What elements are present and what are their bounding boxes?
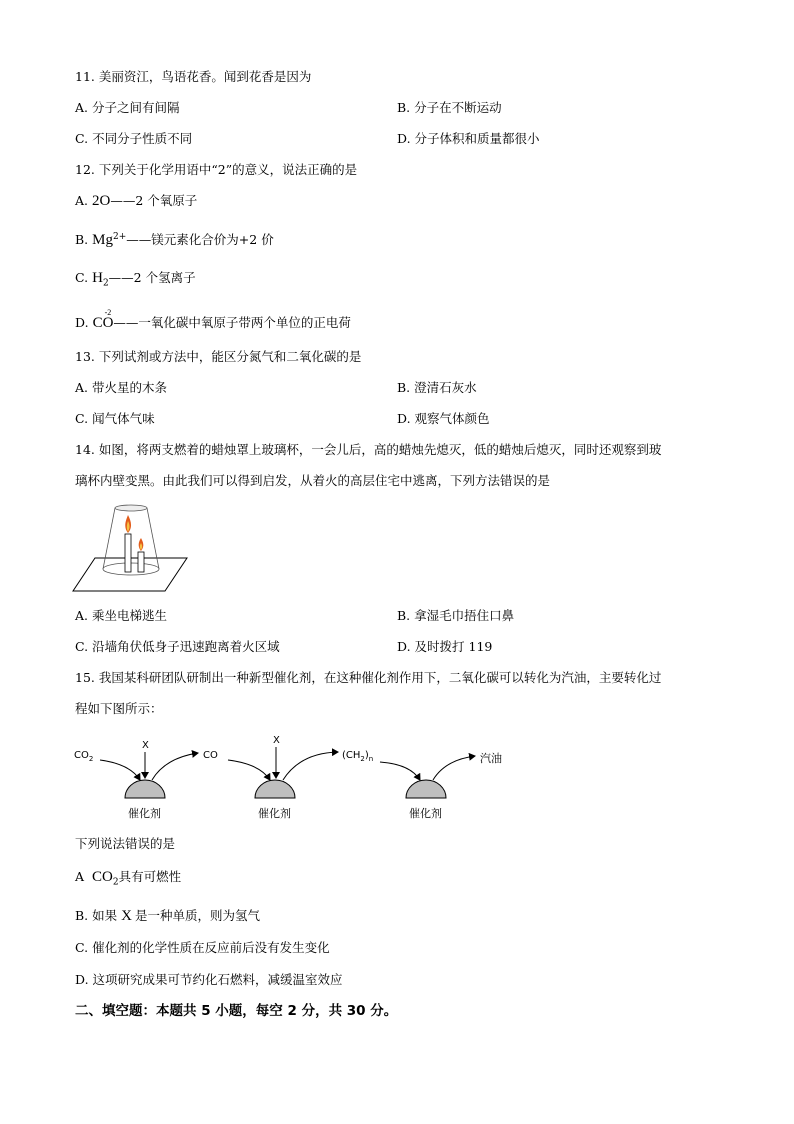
co2-label: $CO_2$ — [74, 750, 94, 763]
catalyst-label-3: 催化剂 — [409, 807, 442, 820]
catalyst-label-1: 催化剂 — [128, 807, 161, 820]
co-label: CO — [203, 750, 218, 761]
ch2n-label: $(CH_2)_n$ — [342, 750, 374, 763]
q13-option-c: C. 闻气体气味 — [75, 411, 155, 426]
x-label-2: X — [273, 735, 280, 746]
q11-stem: 11. 美丽资江，鸟语花香。闻到花香是因为 — [75, 69, 312, 84]
section2-title: 二、填空题：本题共 5 小题，每空 2 分，共 30 分。 — [75, 1003, 398, 1019]
q11-option-c: C. 不同分子性质不同 — [75, 131, 193, 146]
q11-option-b: B. 分子在不断运动 — [397, 100, 502, 115]
q15-option-c: C. 催化剂的化学性质在反应前后没有发生变化 — [75, 940, 330, 955]
q12-option-b: B. $Mg^{2+}——$镁元素化合价为+2 价 — [75, 232, 274, 249]
q11-option-a: A. 分子之间有间隔 — [75, 100, 180, 115]
q11-option-d: D. 分子体积和质量都很小 — [397, 131, 540, 146]
q15-option-d: D. 这项研究成果可节约化石燃料，减缓温室效应 — [75, 972, 343, 987]
co2-to-gasoline-diagram — [70, 728, 510, 823]
q15-option-a: A $CO_2$具有可燃性 — [75, 869, 182, 888]
q13-stem: 13. 下列试剂或方法中，能区分氮气和二氧化碳的是 — [75, 349, 362, 364]
q15-stem-line1: 15. 我国某科研团队研制出一种新型催化剂，在这种催化剂作用下，二氧化碳可以转化为汽油，主要转化过 — [75, 670, 662, 685]
q14-option-a: A. 乘坐电梯逃生 — [75, 608, 167, 623]
q12-option-a: A. 2O——2 个氧原子 — [75, 193, 198, 209]
q12-option-d: D. CO -2 ——一氧化碳中氧原子带两个单位的正电荷 — [75, 308, 351, 331]
q12-option-c: C. $H_2——2$ 个氢离子 — [75, 270, 196, 289]
q14-option-b: B. 拿湿毛巾捂住口鼻 — [397, 608, 515, 623]
q13-option-d: D. 观察气体颜色 — [397, 411, 490, 426]
q15-prompt: 下列说法错误的是 — [75, 836, 176, 851]
q15-option-b: B. 如果 X 是一种单质，则为氢气 — [75, 908, 260, 924]
q13-option-b: B. 澄清石灰水 — [397, 380, 477, 395]
candle-glass-figure — [70, 500, 190, 595]
q14-option-d: D. 及时拨打 119 — [397, 639, 493, 654]
q12-stem: 12. 下列关于化学用语中“2”的意义，说法正确的是 — [75, 162, 358, 177]
q13-option-a: A. 带火星的木条 — [75, 380, 167, 395]
gasoline-label: 汽油 — [480, 752, 502, 765]
q14-stem-line2: 璃杯内壁变黑。由此我们可以得到启发，从着火的高层住宅中逃离，下列方法错误的是 — [75, 473, 551, 488]
q15-stem-line2: 程如下图所示： — [75, 701, 163, 716]
q14-option-c: C. 沿墙角伏低身子迅速跑离着火区域 — [75, 639, 280, 654]
x-label-1: X — [142, 740, 149, 751]
catalyst-label-2: 催化剂 — [258, 807, 291, 820]
q14-stem-line1: 14. 如图，将两支燃着的蜡烛罩上玻璃杯，一会儿后，高的蜡烛先熄灭，低的蜡烛后熄灭，同时还观察到玻 — [75, 442, 662, 457]
